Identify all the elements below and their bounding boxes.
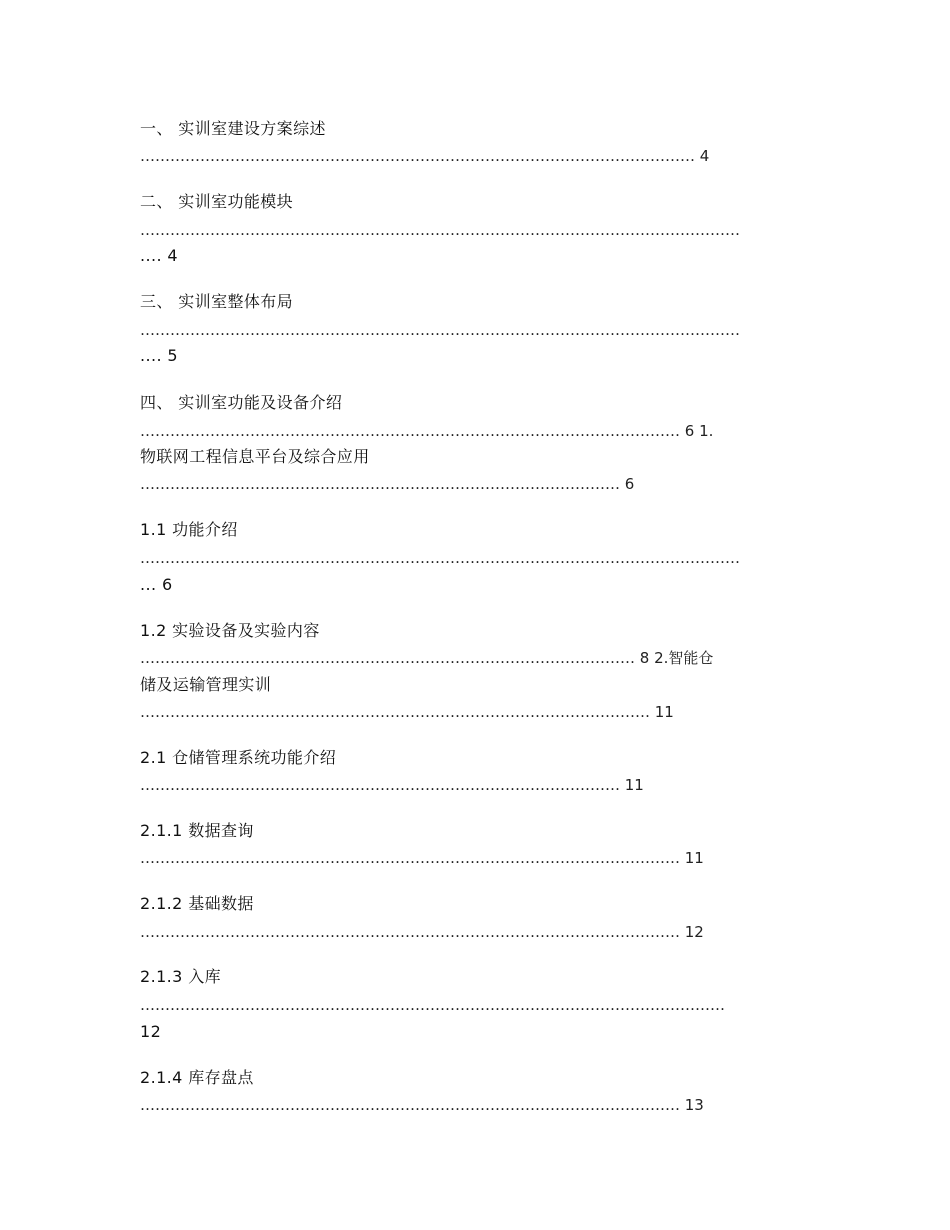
toc-entry-3-leader: ………………………………………………………………………………………………………… — [140, 321, 740, 339]
toc-entry-13-leader: ……………………………………………………………………………………………… 13 — [140, 1096, 704, 1114]
toc-entry-10-leader: ……………………………………………………………………………………………… 11 — [140, 849, 704, 867]
toc-entry-12-leader: ……………………………………………………………………………………………………… — [140, 996, 725, 1014]
toc-entry-12-title[interactable]: 2.1.3 入库 — [140, 967, 221, 986]
toc-entry-3-title[interactable]: 三、 实训室整体布局 — [140, 292, 294, 311]
toc-entry-2-title[interactable]: 二、 实训室功能模块 — [140, 192, 294, 211]
toc-entry-2-leader: ………………………………………………………………………………………………………… — [140, 221, 740, 239]
toc-entry-6-leader: ………………………………………………………………………………………………………… — [140, 549, 740, 567]
toc-entry-9-leader: …………………………………………………………………………………… 11 — [140, 776, 644, 794]
toc-entry-10-title[interactable]: 2.1.1 数据查询 — [140, 821, 254, 840]
toc-entry-1-leader: ………………………………………………………………………………………………… 4 — [140, 147, 710, 165]
toc-entry-6-title[interactable]: 1.1 功能介绍 — [140, 520, 238, 539]
toc-entry-11-leader: ……………………………………………………………………………………………… 12 — [140, 923, 704, 941]
toc-entry-5-title[interactable]: 物联网工程信息平台及综合应用 — [140, 447, 370, 466]
toc-entry-8-title[interactable]: 储及运输管理实训 — [140, 675, 272, 694]
toc-entry-3-page: .... 5 — [140, 346, 179, 365]
toc-entry-4-leader: ……………………………………………………………………………………………… 6 1. — [140, 422, 714, 440]
toc-entry-2-page: .... 4 — [140, 246, 179, 265]
toc-entry-13-title[interactable]: 2.1.4 库存盘点 — [140, 1068, 254, 1087]
toc-entry-5-leader: …………………………………………………………………………………… 6 — [140, 475, 635, 493]
toc-entry-12-page: 12 — [140, 1022, 162, 1041]
toc-entry-1-title[interactable]: 一、 实训室建设方案综述 — [140, 119, 326, 138]
toc-entry-11-title[interactable]: 2.1.2 基础数据 — [140, 894, 254, 913]
toc-entry-7-leader: ……………………………………………………………………………………… 8 2.智能仓 — [140, 649, 714, 667]
toc-entry-4-title[interactable]: 四、 实训室功能及设备介绍 — [140, 393, 343, 412]
toc-entry-8-leader: ………………………………………………………………………………………… 11 — [140, 703, 674, 721]
toc-entry-7-title[interactable]: 1.2 实验设备及实验内容 — [140, 621, 320, 640]
toc-entry-9-title[interactable]: 2.1 仓储管理系统功能介绍 — [140, 748, 337, 767]
toc-entry-6-page: ... 6 — [140, 575, 173, 594]
